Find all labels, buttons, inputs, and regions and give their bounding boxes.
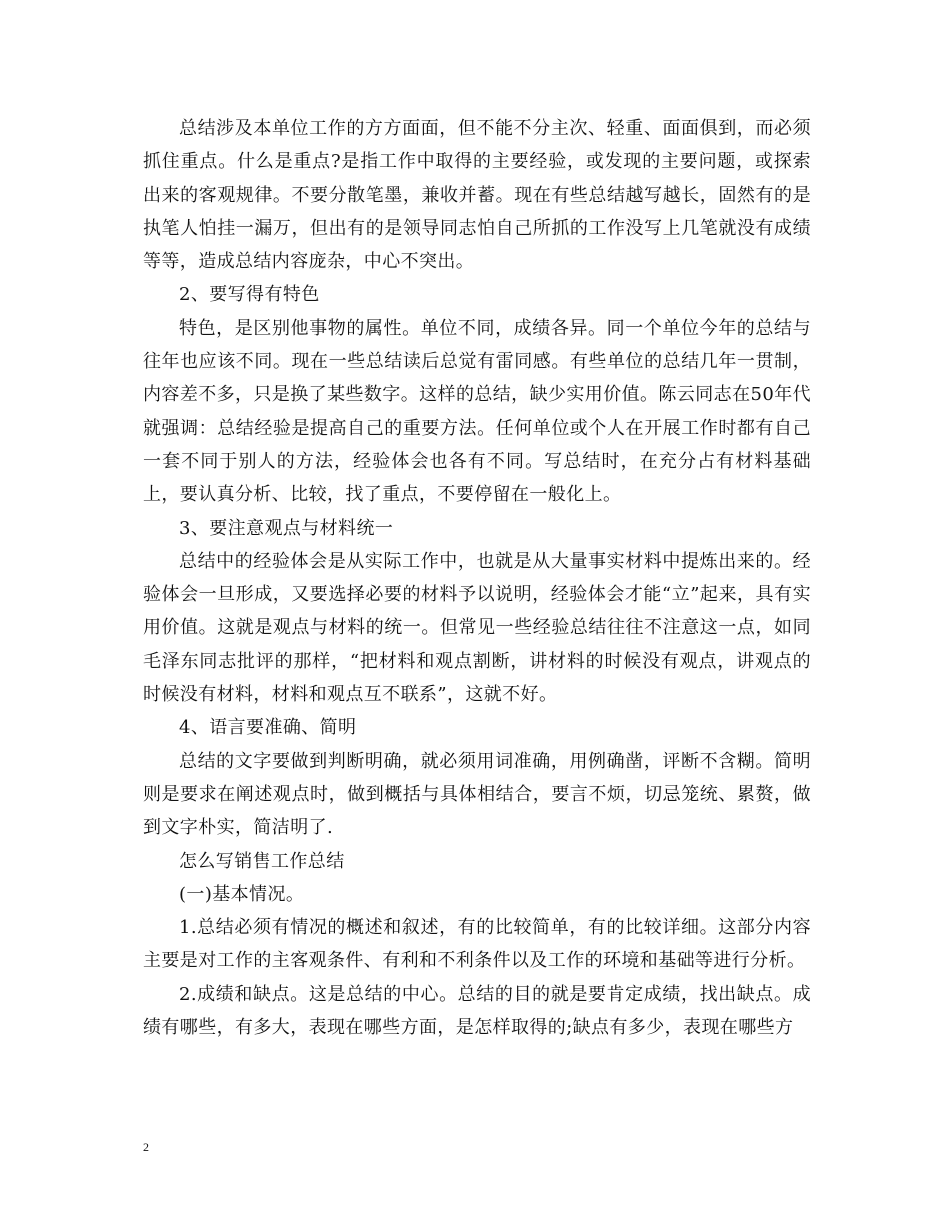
heading-distinctive: 2、要写得有特色 — [179, 284, 320, 306]
heading-basic-situation: (一)基本情况。 — [179, 883, 305, 905]
heading-language: 4、语言要准确、简明 — [179, 717, 357, 739]
heading-viewpoint-material: 3、要注意观点与材料统一 — [179, 517, 394, 539]
paragraph-language: 总结的文字要做到判断明确，就必须用词准确，用例确凿，评断不含糊。简明则是要求在阐述观点时，做到概括与具体相结合，要言不烦，切忌笼统、累赘，做到文字朴实，简洁明了. — [143, 750, 811, 839]
page-number: 2 — [143, 1140, 149, 1154]
paragraph-distinctive: 特色，是区别他事物的属性。单位不同，成绩各异。同一个单位今年的总结与往年也应该不同。现在一些总结读后总觉有雷同感。有些单位的总结几年一贯制，内容差不多，只是换了某些数字。这样的总结，缺少实用价值。陈云同志在50年代就强调：总结经验是提高自己的重要方法。任何单位或个人在开展工作时都有自己一套不同于别人的方法，经验体会也各有不同。写总结时，在充分占有材料基础上，要认真分析、比较，找了重点，不要停留在一般化上。 — [143, 317, 811, 506]
paragraph-key-points: 总结涉及本单位工作的方方面面，但不能不分主次、轻重、面面俱到，而必须抓住重点。什么是重点?是指工作中取得的主要经验，或发现的主要问题，或探索出来的客观规律。不要分散笔墨，兼收并蓄。现在有些总结越写越长，固然有的是执笔人怕挂一漏万，但出有的是领导同志怕自己所抓的工作没写上几笔就没有成绩等等，造成总结内容庞杂，中心不突出。 — [143, 118, 811, 273]
heading-sales-summary: 怎么写销售工作总结 — [179, 850, 345, 872]
paragraph-overview: 1.总结必须有情况的概述和叙述，有的比较简单，有的比较详细。这部分内容主要是对工作的主客观条件、有利和不利条件以及工作的环境和基础等进行分析。 — [143, 917, 811, 972]
paragraph-viewpoint-material: 总结中的经验体会是从实际工作中，也就是从大量事实材料中提炼出来的。经验体会一旦形成，又要选择必要的材料予以说明，经验体会才能“立”起来，具有实用价值。这就是观点与材料的统一。但常见一些经验总结往往不注意这一点，如同毛泽东同志批评的那样，“把材料和观点割断，讲材料的时候没有观点，讲观点的时候没有材料，材料和观点互不联系”，这就不好。 — [143, 550, 811, 706]
paragraph-achievements: 2.成绩和缺点。这是总结的中心。总结的目的就是要肯定成绩，找出缺点。成绩有哪些，有多大，表现在哪些方面，是怎样取得的;缺点有多少，表现在哪些方 — [143, 983, 811, 1039]
document-body — [143, 112, 811, 1044]
